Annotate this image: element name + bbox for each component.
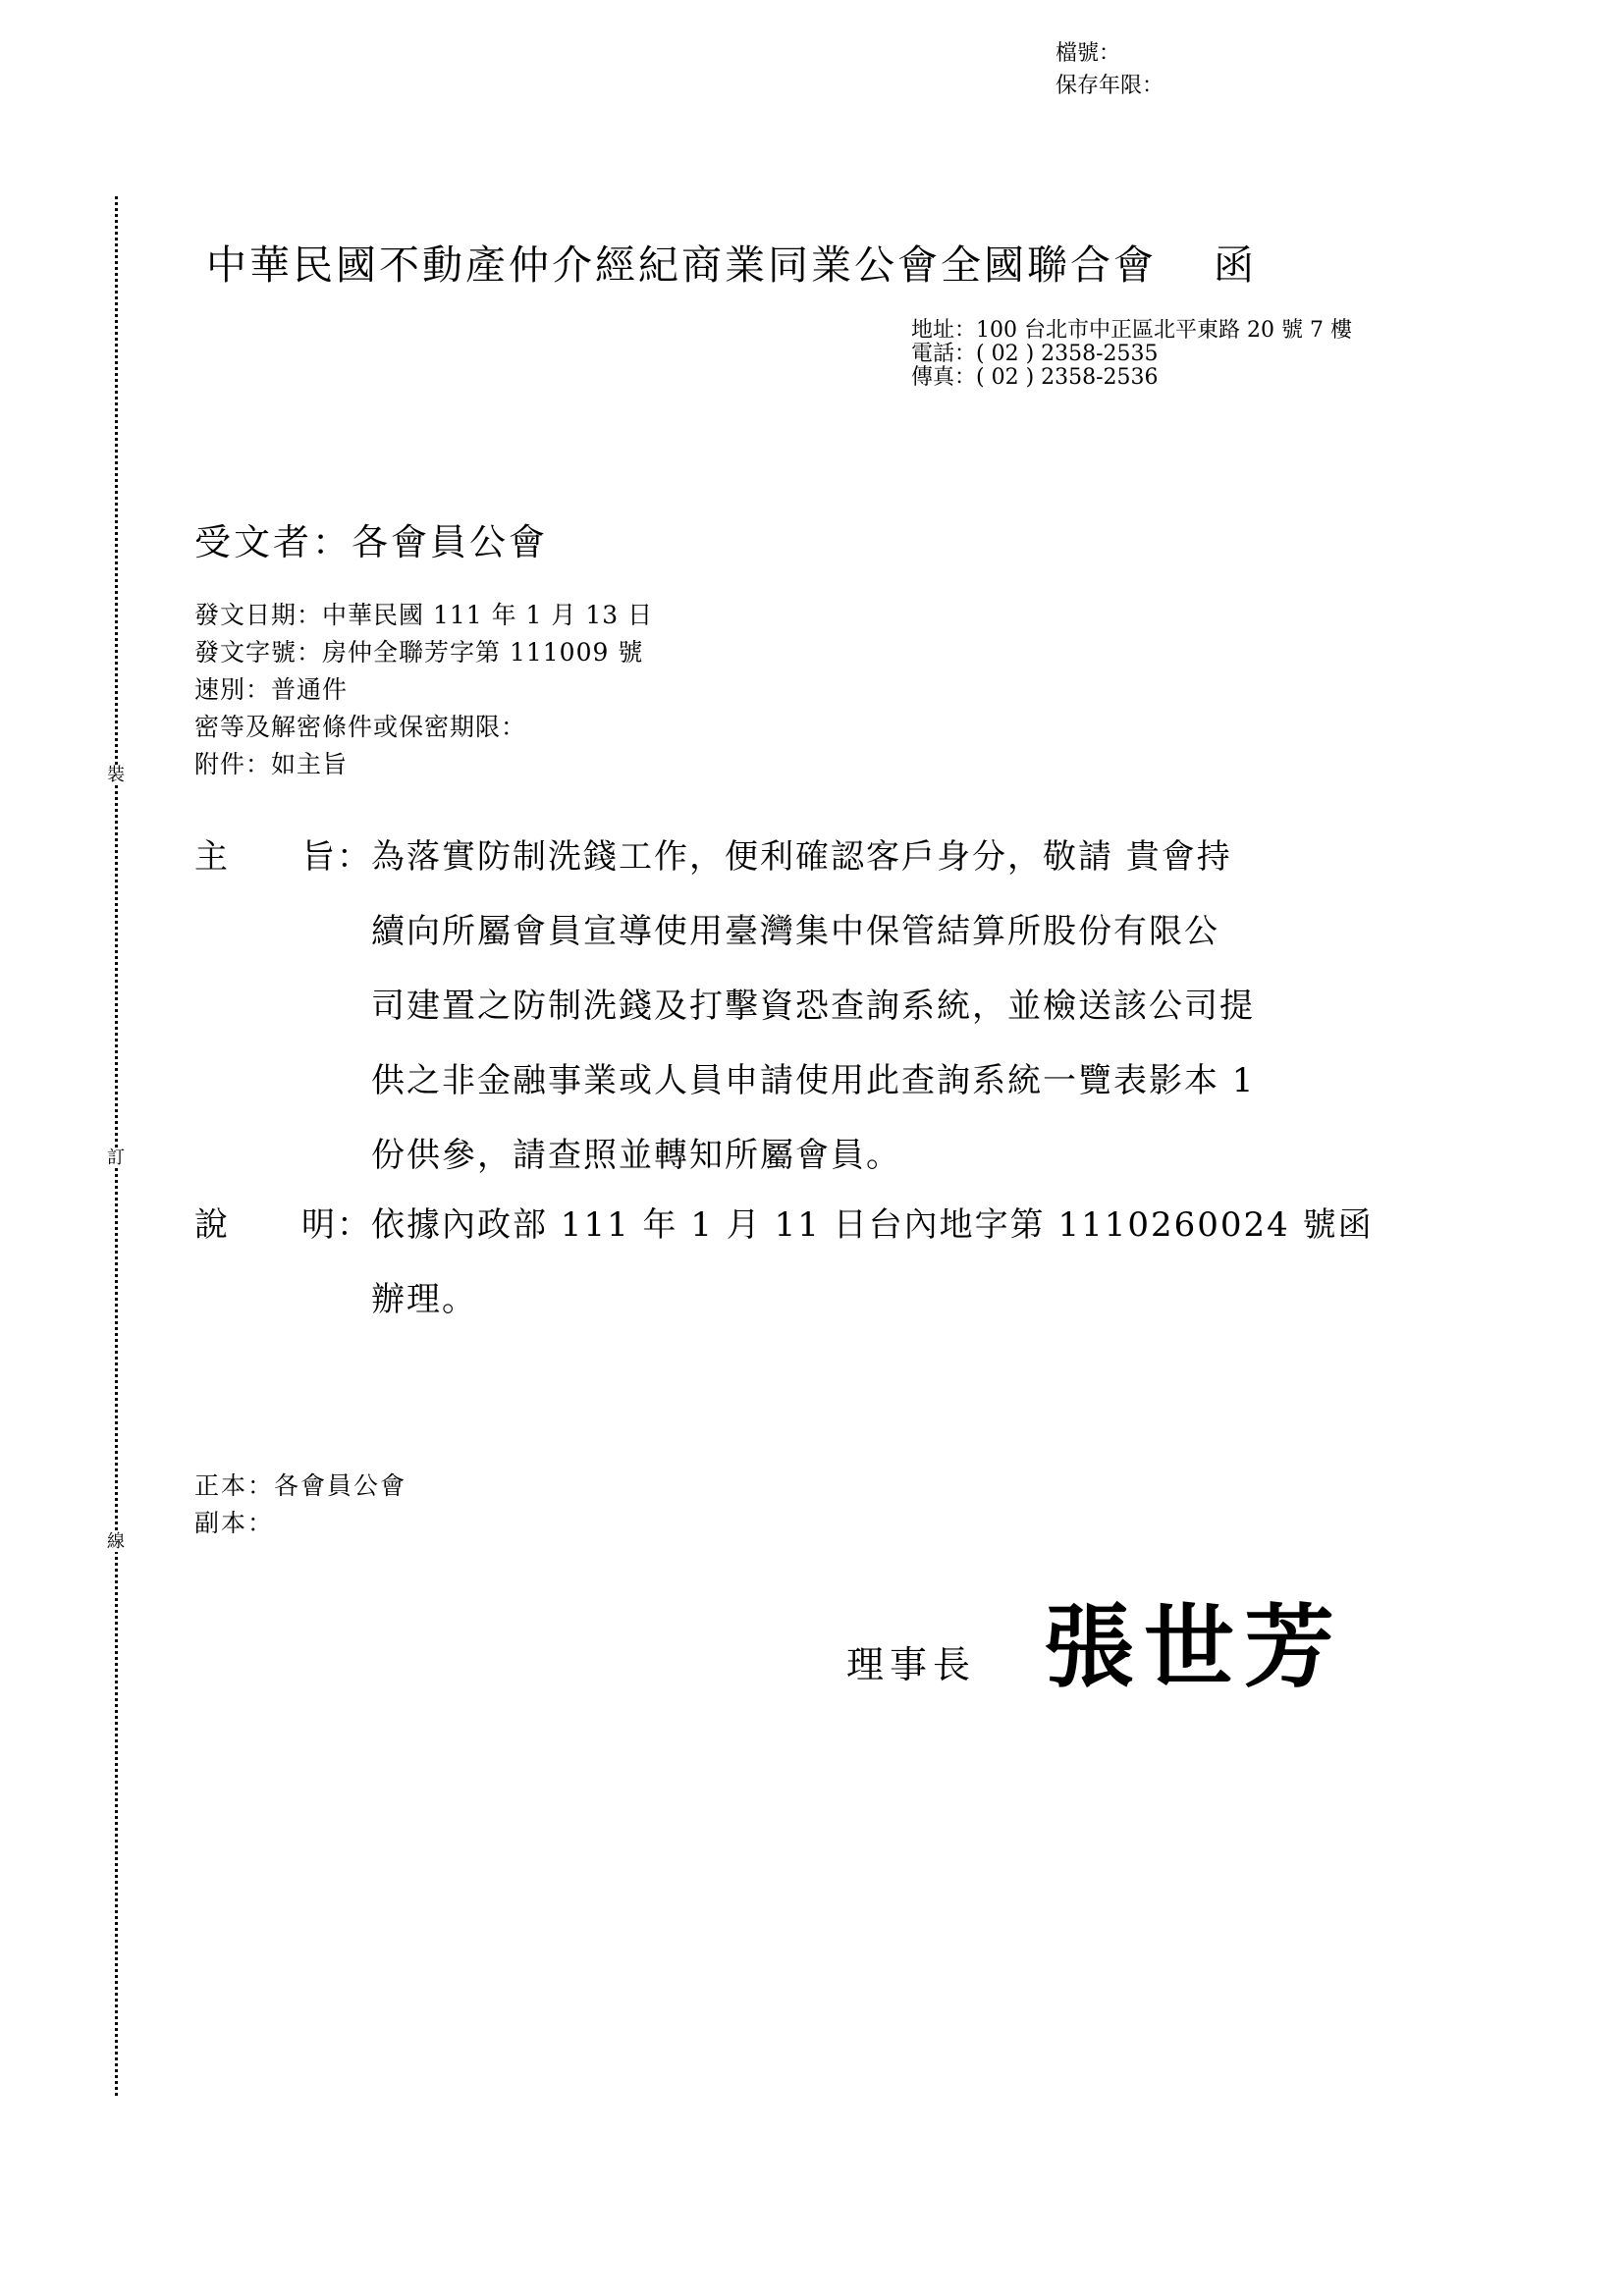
binding-char-zhuang: 裝 bbox=[102, 766, 130, 785]
signatory-name-stamp: 張世芳 bbox=[1044, 1595, 1345, 1700]
phone: 電話：( 02 ) 2358-2535 bbox=[911, 342, 1159, 366]
explanation-text-line: 依據內政部 111 年 1 月 11 日台內地字第 1110260024 號函 bbox=[371, 1205, 1374, 1245]
original-copy: 正本：各會員公會 bbox=[194, 1471, 407, 1500]
binding-char-ding: 訂 bbox=[102, 1148, 130, 1168]
subject-line bbox=[194, 1043, 1255, 1118]
explanation-colon: ： bbox=[337, 1205, 372, 1245]
copies bbox=[194, 1468, 406, 1542]
document-meta bbox=[194, 597, 653, 783]
explanation-line bbox=[194, 1262, 1374, 1337]
recipient bbox=[194, 512, 548, 565]
subject-text-line: 司建置之防制洗錢及打擊資恐查詢系統，並檢送該公司提 bbox=[371, 987, 1255, 1026]
explanation-label: 說明 bbox=[194, 1205, 337, 1245]
subject-text-line: 為落實防制洗錢工作，便利確認客戶身分，敬請 貴會持 bbox=[371, 837, 1232, 877]
explanation-line bbox=[194, 1188, 1374, 1262]
contact-info bbox=[911, 319, 1352, 390]
carbon-copy: 副本： bbox=[194, 1509, 275, 1537]
subject-line bbox=[194, 1118, 1255, 1193]
organization-title bbox=[206, 233, 1257, 291]
file-number-row bbox=[1056, 37, 1164, 70]
subject-text-line: 份供參，請查照並轉知所屬會員。 bbox=[371, 1136, 901, 1175]
binding-char-xian: 線 bbox=[102, 1532, 130, 1552]
subject-line bbox=[194, 969, 1255, 1043]
fax: 傳真：( 02 ) 2358-2536 bbox=[911, 365, 1159, 390]
file-number-label: 檔號： bbox=[1056, 41, 1121, 66]
subject-label: 主旨 bbox=[194, 837, 337, 877]
address: 地址：100 台北市中正區北平東路 20 號 7 樓 bbox=[911, 318, 1352, 343]
document-type: 函 bbox=[1214, 241, 1257, 289]
subject-section bbox=[194, 820, 1255, 1193]
subject-text-line: 續向所屬會員宣導使用臺灣集中保管結算所股份有限公 bbox=[371, 912, 1219, 951]
subject-line bbox=[194, 894, 1255, 969]
explanation-section bbox=[194, 1188, 1374, 1337]
classification: 密等及解密條件或保密期限： bbox=[194, 713, 527, 741]
reference-number: 發文字號：房仲全聯芳字第 111009 號 bbox=[194, 638, 644, 667]
priority: 速別：普通件 bbox=[194, 675, 349, 704]
recipient-label: 受文者： bbox=[194, 521, 352, 563]
organization-name: 中華民國不動產仲介經紀商業同業公會全國聯合會 bbox=[206, 241, 1157, 289]
retention-label: 保存年限： bbox=[1056, 74, 1164, 98]
retention-row bbox=[1056, 70, 1164, 102]
file-info bbox=[1056, 37, 1164, 102]
subject-text-line: 供之非金融事業或人員申請使用此查詢系統一覽表影本 1 bbox=[371, 1061, 1256, 1100]
subject-line bbox=[194, 820, 1255, 894]
binding-dotted-line bbox=[115, 196, 118, 2096]
recipient-value: 各會員公會 bbox=[352, 521, 548, 563]
issue-date: 發文日期：中華民國 111 年 1 月 13 日 bbox=[194, 601, 654, 629]
subject-colon: ： bbox=[337, 837, 372, 877]
signatory-title: 理事長 bbox=[846, 1643, 977, 1686]
explanation-text-line: 辦理。 bbox=[371, 1280, 477, 1319]
attachment: 附件：如主旨 bbox=[194, 750, 349, 778]
